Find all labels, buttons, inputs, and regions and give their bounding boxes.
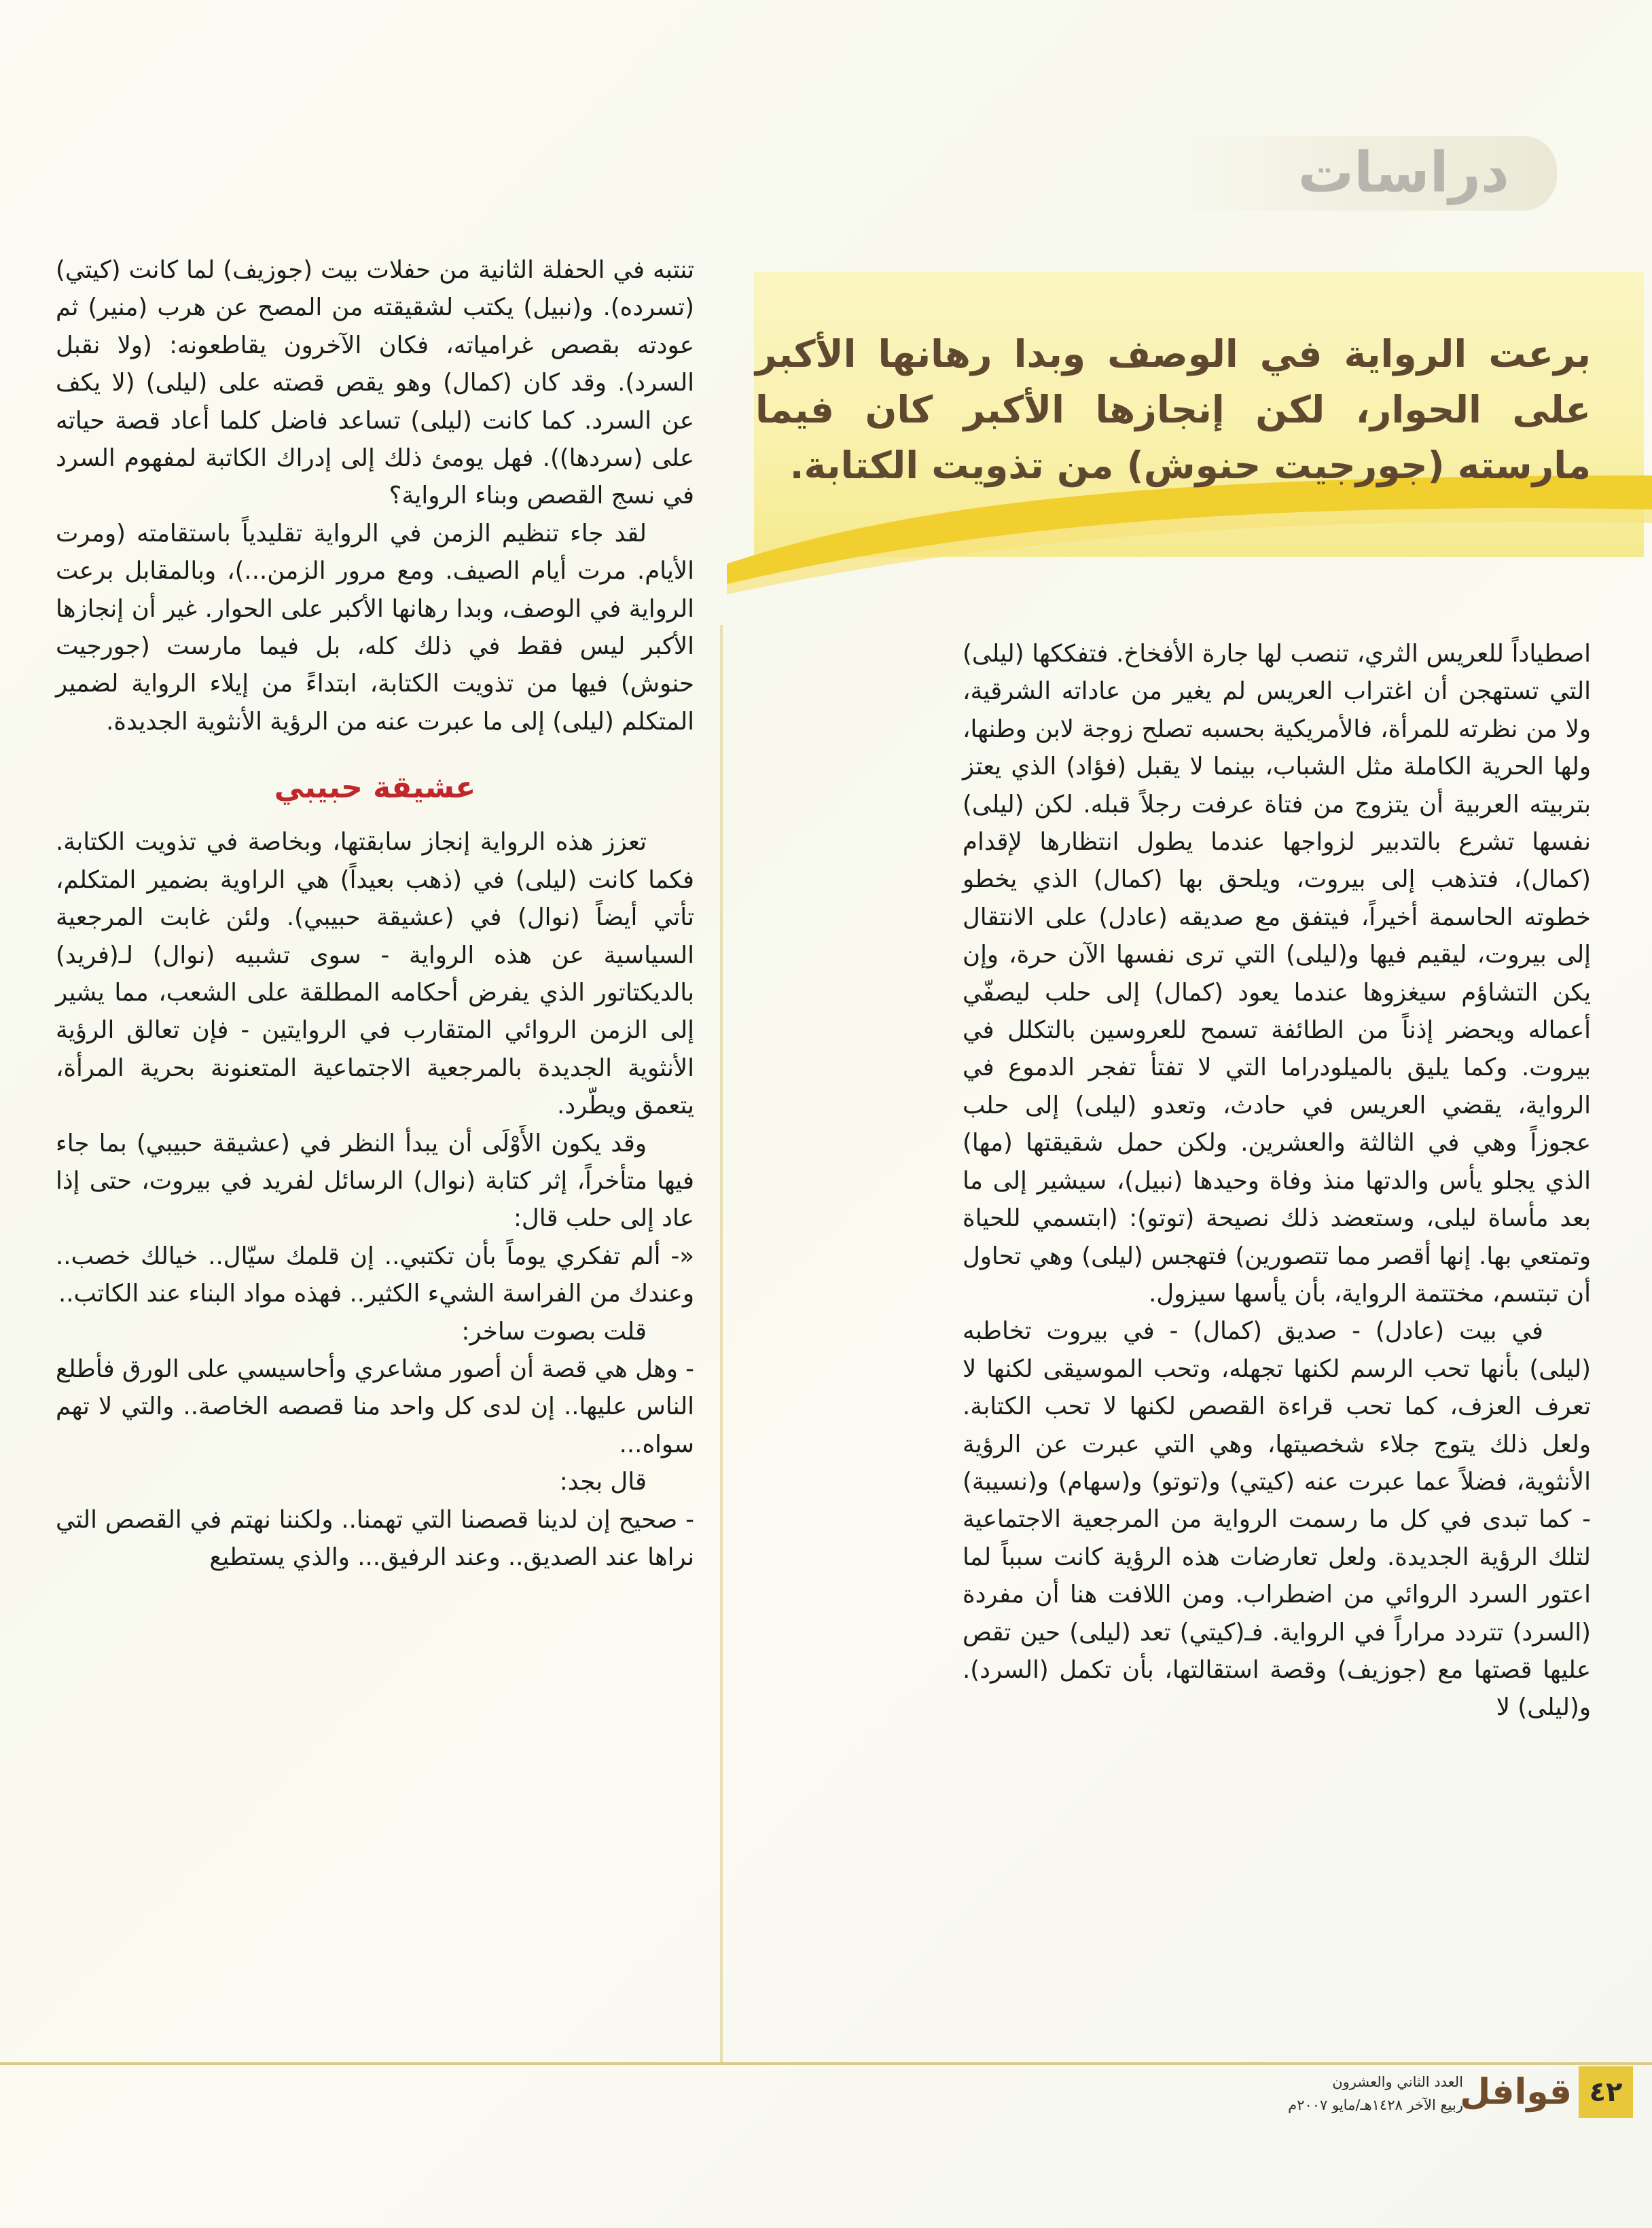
section-label: دراسات [1297,141,1509,205]
issue-line: العدد الثاني والعشرون [1332,2074,1463,2090]
pull-quote: برعت الرواية في الوصف وبدا رهانها الأكبر على الحوار، لكن إنجازها الأكبر كان فيما مارسته (جورجيت حنوش) من تذويت الكتابة. [755,332,1591,487]
quote-line: - صحيح إن لدينا قصصنا التي تهمنا.. ولكننا نهتم في القصص التي نراها عند الصديق.. وعند الرفيق... والذي يستطيع [56,1505,694,1571]
paragraph: لقد جاء تنظيم الزمن في الرواية تقليدياً باستقامته (ومرت الأيام. مرت أيام الصيف. ومع مرور الزمن...)، وبالمقابل برعت الرواية في الوصف، وبدا رهانها الأكبر على الحوار. غير أن إنجازها الأكبر ليس فقط في ذلك كله، بل فيما مارست (جورجيت حنوش) فيها من تذويت الكتابة، ابتداءً من إيلاء الرواية لضمير المتكلم (ليلى) إلى ما عبرت عنه من الرؤية الأنثوية الجديدة. [56,519,694,736]
quote-line: «- ألم تفكري يوماً بأن تكتبي.. إن قلمك سيّال.. خيالك خصب.. وعندك من الفراسة الشيء الكثير.. فهذه مواد البناء عند الكاتب.. [56,1242,694,1308]
quote-line: - وهل هي قصة أن أصور مشاعري وأحاسيسي على الورق فأطلع الناس عليها.. إن لدى كل واحد منا قصصه الخاصة.. والتي لا تهم سواه... [56,1354,694,1458]
footer [1280,2066,1633,2121]
left-column [56,251,694,1576]
quote-line: قال بجد: [559,1468,647,1496]
paragraph: وقد يكون الأَوْلَى أن يبدأ النظر في (عشيقة حبيبي) بما جاء فيها متأخراً، إثر كتابة (نوال) الرسائل لفريد في بيروت، حتى إذا عاد إلى حلب قال: [56,1129,694,1233]
paragraph: في بيت (عادل) - صديق (كمال) - في بيروت تخاطبه (ليلى) بأنها تحب الرسم لكنها تجهله، وتحب الموسيقى لكنها لا تعرف العزف، كما تحب قراءة القصص لكنها لا تحب الكتابة. ولعل ذلك يتوج جلاء شخصيتها، وهي التي عبرت عن الرؤية الأنثوية، فضلاً عما عبرت عنه (كيتي) و(توتو) و(سهام) و(نسيبة) - كما تبدى في كل ما رسمت الرواية من المرجعية الاجتماعية لتلك الرؤية الجديدة. ولعل تعارضات هذه الرؤية كانت سبباً لما اعتور السرد الروائي من اضطراب. ومن اللافت هنا أن مفردة (السرد) تتردد مراراً في الرواية. فـ(كيتي) تعد (ليلى) حين تقص عليها قصتها مع (جوزيف) وقصة استقالتها، بأن تكمل (السرد). و(ليلى) لا [963,1317,1591,1722]
subheading: عشيقة حبيبي [274,770,476,806]
page-number: ٤٢ [1579,2066,1633,2118]
date-line: ربيع الآخر ١٤٢٨هـ/مايو ٢٠٠٧م [1288,2097,1463,2113]
footer-rule [0,2062,1652,2065]
magazine-logo: قوافل [1460,2072,1572,2113]
paragraph: تعزز هذه الرواية إنجاز سابقتها، وبخاصة في تذويت الكتابة. فكما كانت (ليلى) في (ذهب بعيداً) هي الراوية بضمير المتكلم، تأتي أيضاً (نوال) في (عشيقة حبيبي). ولئن غابت المرجعية السياسية عن هذه الرواية - سوى تشبيه (نوال) لـ(فريد) بالديكتاتور الذي يفرض أحكامه المطلقة على الشعب، مما يشير إلى الزمن الروائي المتقارب في الروايتين - فإن تعالق الرؤية الأنثوية الجديدة بالمرجعية الاجتماعية المتعنونة بحرية المرأة، يتعمق ويطّرد. [56,828,694,1120]
issue-info [1280,2070,1463,2117]
quote-line: قلت بصوت ساخر: [461,1317,647,1346]
paragraph: اصطياداً للعريس الثري، تنصب لها جارة الأفخاخ. فتفككها (ليلى) التي تستهجن أن اغتراب العريس لم يغير من عاداته الشرقية، ولا من نظرته للمرأة، فالأمريكية بحسبه تصلح زوجة لابن وطنها، ولها الحرية الكاملة مثل الشباب، بينما لا يقبل (فؤاد) الذي يعتز بتربيته العربية أن يتزوج من فتاة عرفت رجلاً قبله. لكن (ليلى) نفسها تشرع بالتدبير لزواجها عندما يطول انتظارها لإقدام (كمال)، فتذهب إلى بيروت، ويلحق بها (كمال) الذي يخطو خطوته الحاسمة أخيراً، فيتفق مع صديقه (عادل) على الانتقال إلى بيروت، ليقيم فيها و(ليلى) التي ترى نفسها الآن حرة، وإن يكن التشاؤم سيغزوها عندما يعود (كمال) إلى حلب ليصفّي أعماله ويحضر إذناً من الطائفة تسمح للعروسين بالتكلل في بيروت. وكما يليق بالميلودراما التي لا تفتأ تفجر الدموع في الرواية، يقضي العريس في حادث، وتعدو (ليلى) إلى حلب عجوزاً وهي في الثالثة والعشرين. ولكن حمل شقيقتها (مها) الذي يجلو يأس والدتها منذ وفاة وحيدها (نبيل)، سيشير إلى ما بعد مأساة ليلى، وستعضد ذلك نصيحة (توتو): (ابتسمي للحياة وتمتعي بها. إنها أقصر مما تتصورين) فتهجس (ليلى) وهي تحاول أن تبتسم، مختتمة الرواية، بأن يأسها سيزول. [963,640,1591,1308]
column-divider [720,625,723,2065]
paragraph: تنتبه في الحفلة الثانية من حفلات بيت (جوزيف) لما كانت (كيتي) (تسرده). و(نبيل) يكتب لشقيقته من المصح عن هرب (منير) ثم عودته بقصص غرامياته، فكان الآخرون يقاطعونه: (ولا نقبل السرد). وقد كان (كمال) وهو يقص قصته على (ليلى) (لا يكف عن السرد. كما كانت (ليلى) تساعد فاضل كلما أعاد قصة حياته على (سردها)). فهل يومئ ذلك إلى إدراك الكاتبة لمفهوم السرد في نسج القصص وبناء الرواية؟ [56,256,694,510]
section-label-badge [1177,136,1557,211]
right-column [963,635,1591,1727]
